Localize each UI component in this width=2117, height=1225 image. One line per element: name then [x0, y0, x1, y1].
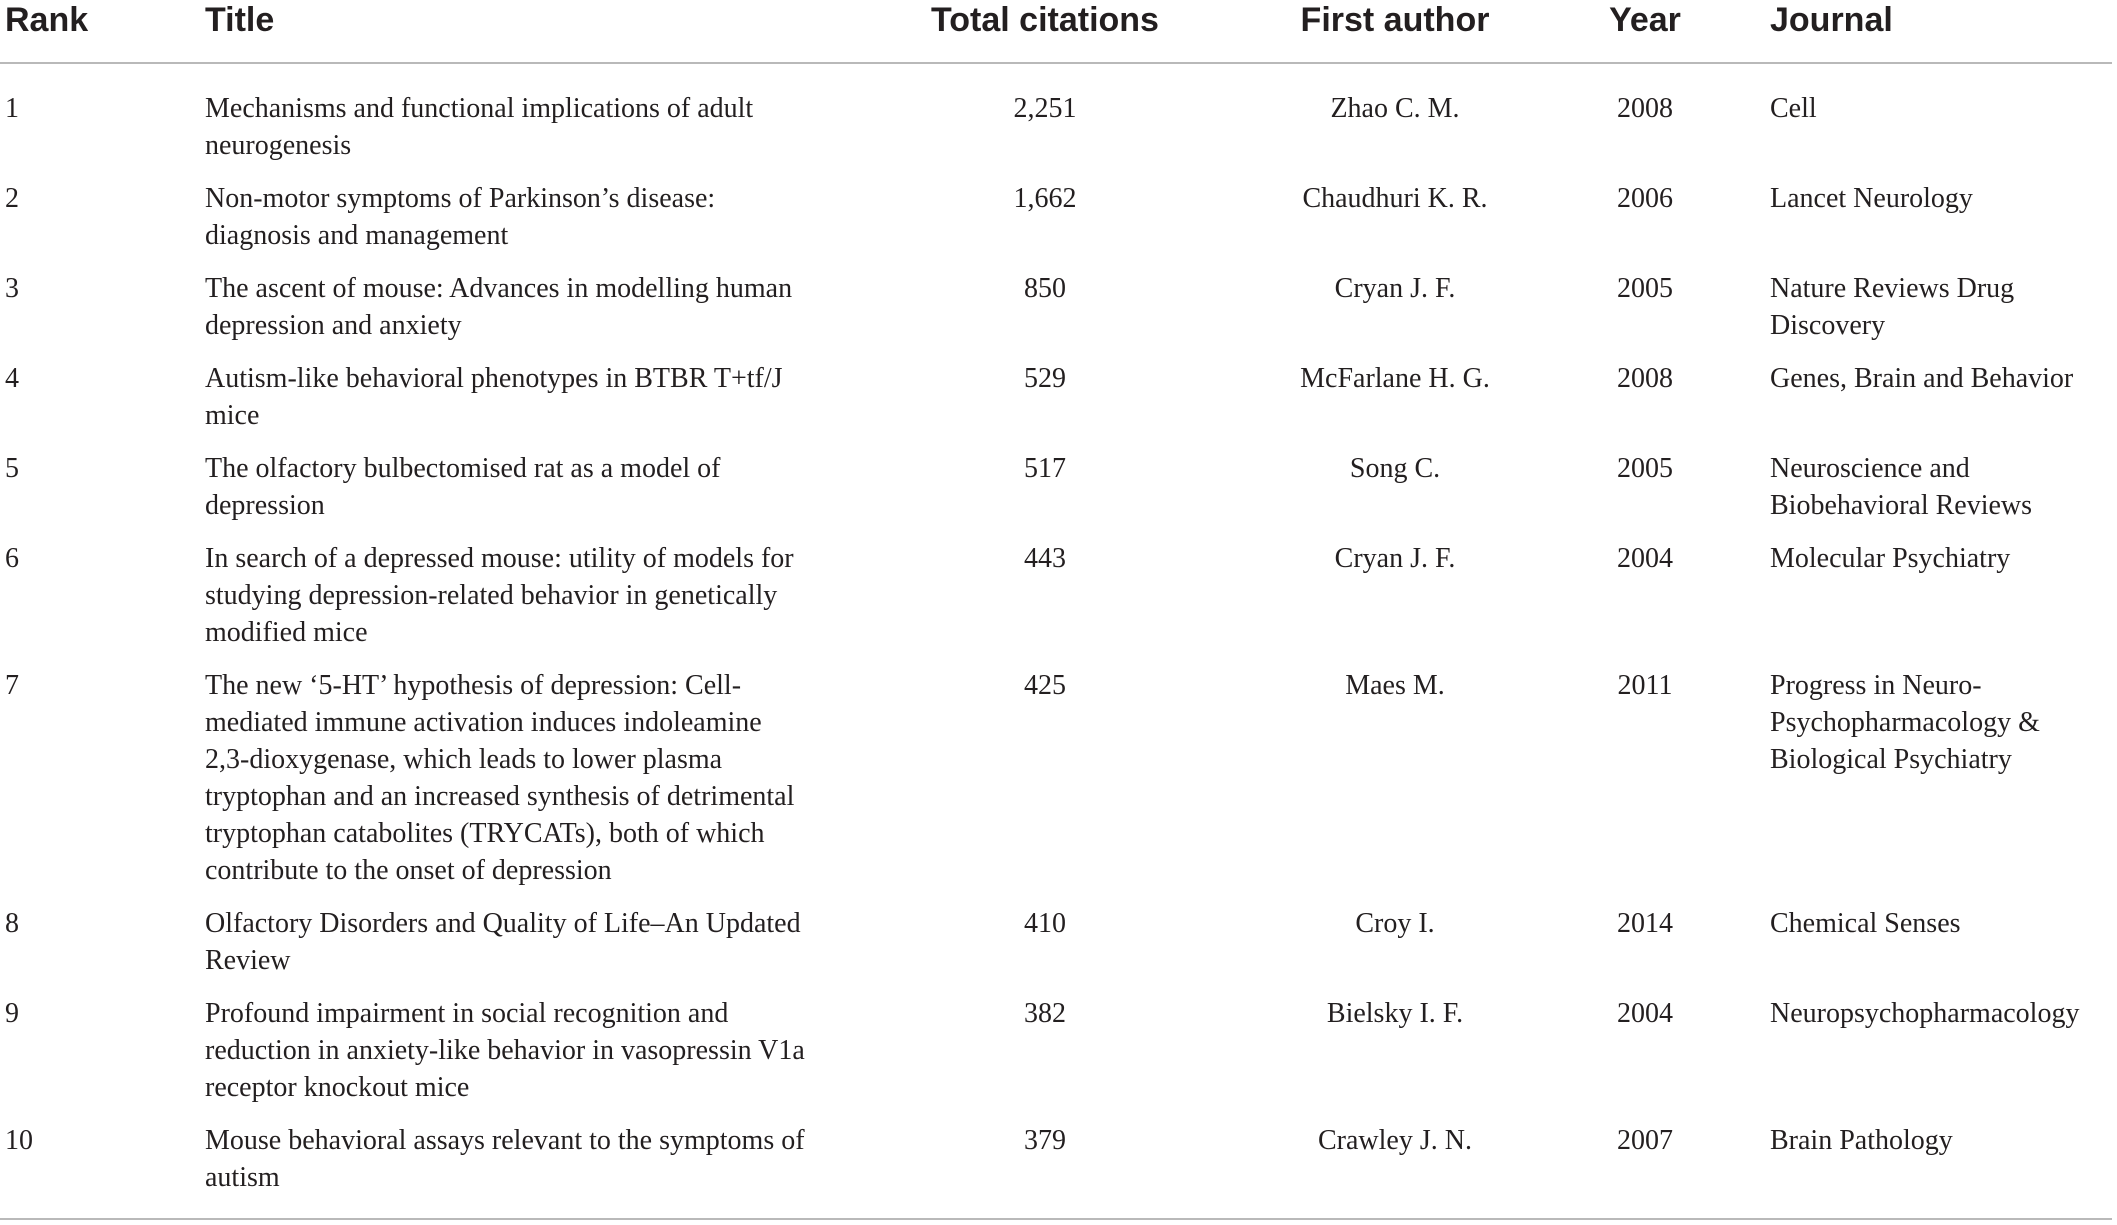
cell-total-citations: 382	[1024, 998, 1066, 1029]
table-row	[0, 450, 2112, 540]
cell-journal: Progress in Neuro-Psychopharmacology & Biological Psychiatry	[1770, 670, 2040, 775]
cell-title: The ascent of mouse: Advances in modelling human depression and anxiety	[205, 273, 793, 341]
cell-total-citations: 410	[1024, 908, 1066, 939]
cell-first-author: Bielsky I. F.	[1326, 998, 1464, 1029]
cell-journal: Neuropsychopharmacology	[1770, 998, 2080, 1029]
cell-year: 2006	[1617, 183, 1673, 214]
cell-first-author: Crawley J. N.	[1270, 1122, 1520, 1219]
cell-rank: 7	[5, 670, 19, 701]
cell-journal: Genes, Brain and Behavior	[1770, 363, 2074, 394]
cell-total-citations: 443	[1024, 543, 1066, 574]
cell-first-author: Cryan J. F.	[1334, 273, 1456, 304]
cell-rank: 4	[5, 363, 19, 394]
cell-rank: 8	[5, 908, 19, 939]
cell-year: 2008	[1617, 93, 1673, 124]
cell-title: Olfactory Disorders and Quality of Life–An Updated Review	[205, 908, 801, 976]
cell-total-citations: 379	[820, 1122, 1270, 1219]
cell-title: Non-motor symptoms of Parkinson’s disease: diagnosis and management	[205, 183, 716, 251]
cell-title: Mouse behavioral assays relevant to the symptoms of autism	[205, 1122, 820, 1219]
column-header-year: Year	[1520, 0, 1770, 63]
cell-journal: Nature Reviews Drug Discovery	[1770, 273, 2015, 341]
column-header-first-author: First author	[1270, 0, 1520, 63]
cell-total-citations: 529	[1024, 363, 1066, 394]
cell-total-citations: 2,251	[1013, 93, 1077, 124]
cell-title: Autism-like behavioral phenotypes in BTBR T+tf/J mice	[205, 363, 783, 431]
cell-total-citations: 425	[1024, 670, 1066, 701]
cell-first-author: Song C.	[1349, 453, 1441, 484]
table-row	[0, 360, 2112, 450]
table-row	[0, 905, 2112, 995]
cell-journal: Molecular Psychiatry	[1770, 543, 2011, 574]
cell-journal: Brain Pathology	[1770, 1122, 2112, 1219]
cell-title: In search of a depressed mouse: utility of models for studying depression-related behavior in genetically modified mice	[205, 543, 794, 648]
cell-journal: Cell	[1770, 93, 1817, 124]
cell-journal: Chemical Senses	[1770, 908, 1961, 939]
cell-rank: 3	[5, 273, 19, 304]
cell-total-citations: 1,662	[1013, 183, 1077, 214]
table-row	[0, 63, 2112, 180]
cell-year: 2007	[1520, 1122, 1770, 1219]
cell-year: 2011	[1617, 670, 1673, 701]
cell-title: Profound impairment in social recognition and reduction in anxiety-like behavior in vasopressin V1a receptor knockout mice	[205, 998, 805, 1103]
table-row	[0, 180, 2112, 270]
cell-total-citations: 517	[1024, 453, 1066, 484]
cell-first-author: Cryan J. F.	[1334, 543, 1456, 574]
cell-journal: Lancet Neurology	[1770, 183, 1973, 214]
cell-first-author: Zhao C. M.	[1330, 93, 1460, 124]
cell-first-author: Croy I.	[1355, 908, 1435, 939]
cell-year: 2004	[1617, 998, 1673, 1029]
table-row	[0, 1122, 2112, 1219]
table-header-row	[0, 0, 2112, 63]
cell-first-author: McFarlane H. G.	[1300, 363, 1490, 394]
cell-first-author: Maes M.	[1345, 670, 1445, 701]
cell-year: 2005	[1617, 273, 1673, 304]
cell-year: 2014	[1617, 908, 1673, 939]
cell-rank: 2	[5, 183, 19, 214]
table-row	[0, 540, 2112, 667]
cell-title: Mechanisms and functional implications of adult neurogenesis	[205, 93, 754, 161]
column-header-rank: Rank	[0, 0, 205, 63]
cell-first-author: Chaudhuri K. R.	[1302, 183, 1488, 214]
cell-journal: Neuroscience and Biobehavioral Reviews	[1770, 453, 2033, 521]
table-body	[0, 63, 2112, 1219]
column-header-total-citations: Total citations	[820, 0, 1270, 63]
column-header-title: Title	[205, 0, 820, 63]
cell-rank: 6	[5, 543, 19, 574]
cell-rank: 1	[5, 93, 19, 124]
table-row	[0, 270, 2112, 360]
cell-rank: 9	[5, 998, 19, 1029]
cell-year: 2004	[1617, 543, 1673, 574]
column-header-journal: Journal	[1770, 0, 2112, 63]
cell-rank: 5	[5, 453, 19, 484]
cell-year: 2005	[1617, 453, 1673, 484]
cell-year: 2008	[1617, 363, 1673, 394]
cell-rank: 10	[0, 1122, 205, 1219]
table-row	[0, 667, 2112, 905]
cell-total-citations: 850	[1024, 273, 1066, 304]
table-row	[0, 995, 2112, 1122]
cell-title: The new ‘5-HT’ hypothesis of depression: Cell-mediated immune activation induces indoleamine 2,3-dioxygenase, which leads to lower plasma tryptophan and an increased synthesis of detrimental tryptophan catabolites (TRYCATs), both of which contribute to the onset of depression	[205, 670, 795, 886]
cell-title: The olfactory bulbectomised rat as a model of depression	[205, 453, 721, 521]
